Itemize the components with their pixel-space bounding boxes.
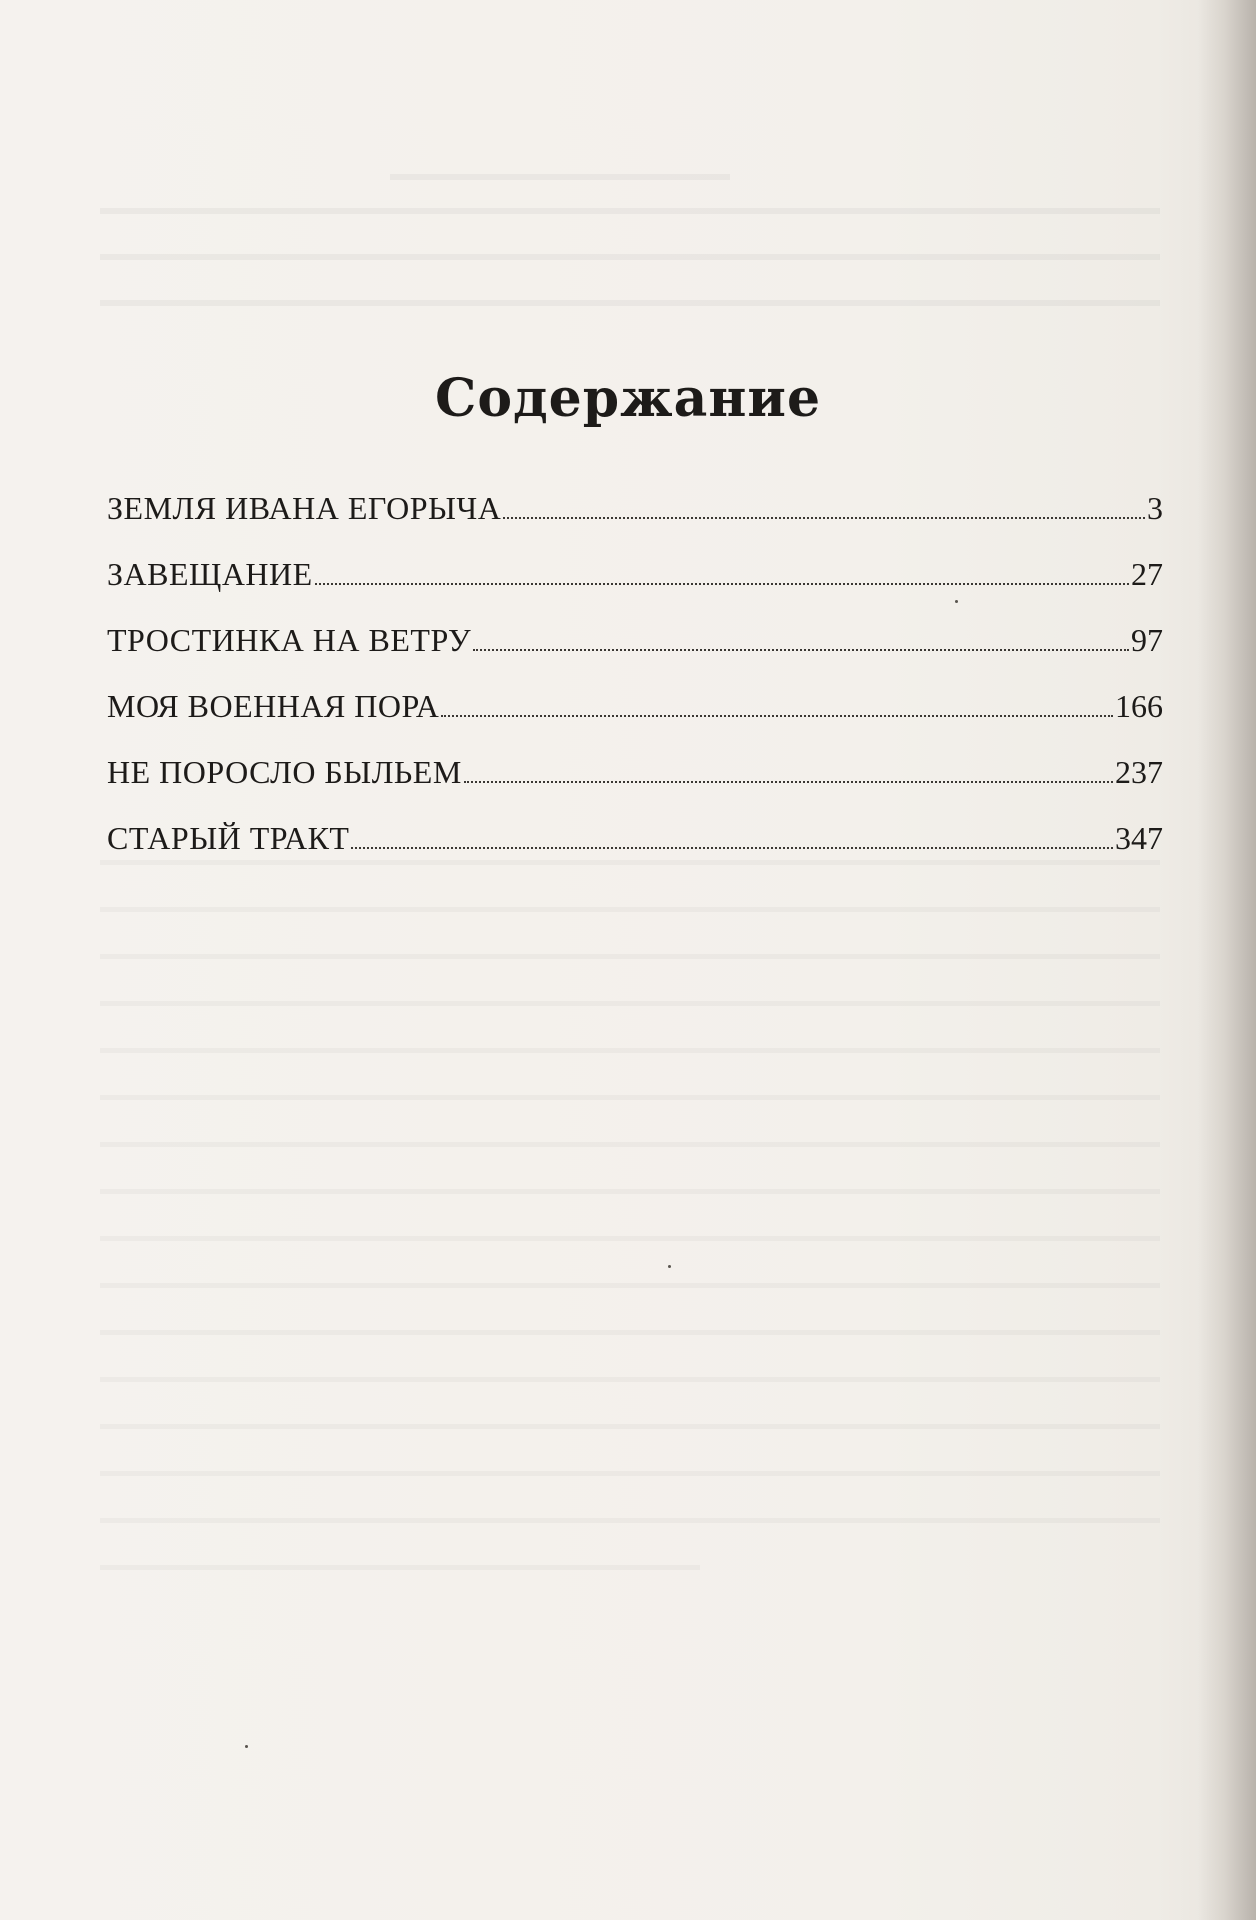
spine-shadow [1198,0,1256,1920]
toc-entry[interactable] [107,688,1163,754]
toc-entry[interactable] [107,820,1163,886]
toc-entry-page: 27 [1131,556,1163,592]
toc-entry-page: 3 [1147,490,1163,526]
toc-entry-page: 347 [1115,820,1163,856]
toc-entry[interactable] [107,556,1163,622]
toc-entry[interactable] [107,622,1163,688]
toc-entry-title: МОЯ ВОЕННАЯ ПОРА [107,688,440,724]
toc-leader-dots [315,582,1129,585]
toc-entry[interactable] [107,490,1163,556]
show-through-texture-lower [100,860,1170,1612]
table-of-contents [107,490,1163,886]
toc-leader-dots [473,648,1129,651]
toc-leader-dots [503,516,1145,519]
toc-entry-title: СТАРЫЙ ТРАКТ [107,820,350,856]
toc-entry-title: ЗЕМЛЯ ИВАНА ЕГОРЫЧА [107,490,502,526]
toc-entry-title: НЕ ПОРОСЛО БЫЛЬЕМ [107,754,462,790]
paper-speck [668,1265,671,1268]
toc-entry-page: 237 [1115,754,1163,790]
toc-entry-title: ТРОСТИНКА НА ВЕТРУ [107,622,472,658]
toc-entry-page: 166 [1115,688,1163,724]
toc-leader-dots [351,846,1113,849]
toc-leader-dots [441,714,1113,717]
paper-speck [955,600,958,603]
page-title: Содержание [434,368,822,429]
paper-speck [245,1745,248,1748]
toc-leader-dots [464,780,1113,783]
show-through-texture [100,160,1170,346]
toc-entry-page: 97 [1131,622,1163,658]
toc-entry-title: ЗАВЕЩАНИЕ [107,556,313,592]
toc-entry[interactable] [107,754,1163,820]
